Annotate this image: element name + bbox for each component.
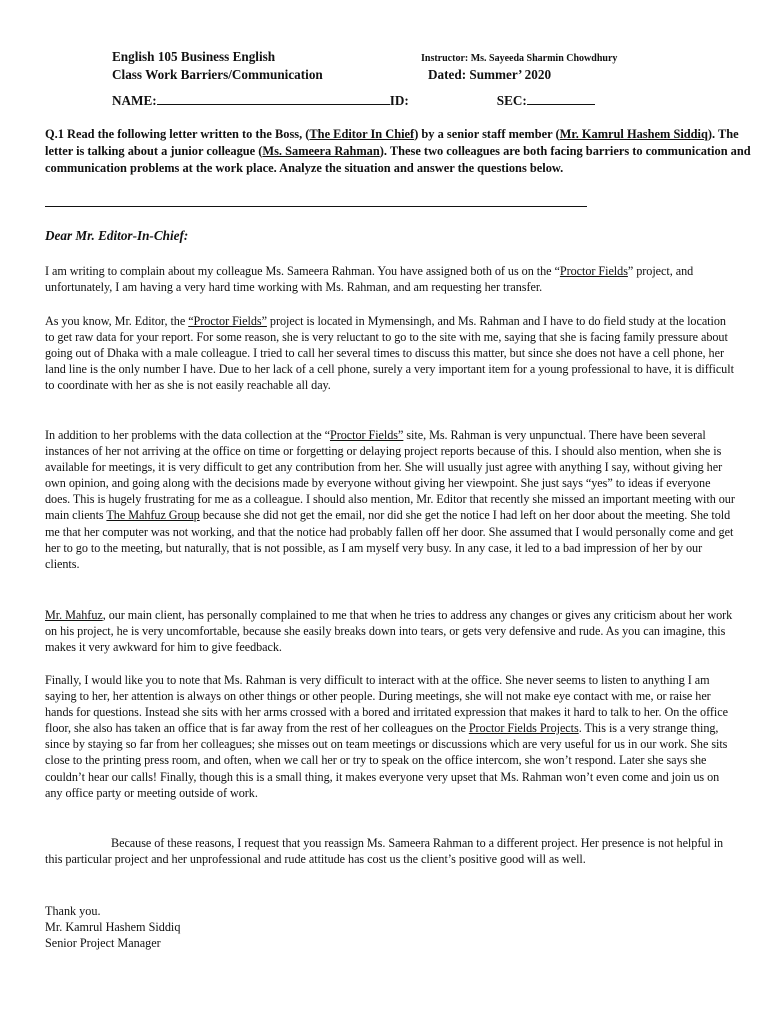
name-blank (157, 92, 390, 105)
paragraph-text: , our main client, has personally complained to me that when he tries to address any changes or gives any criticism about her work on his project, he is very uncomfortable, because she easily breaks down into tears, or gets very defensive and rude. As you can imagine, this makes it very awkward for him to give feedback. (45, 608, 733, 655)
boss-ref: The Editor In Chief (309, 127, 415, 141)
paragraph-text: Finally, I would like you to note that Ms. Rahman is very difficult to interact with at the office. She never seems to listen to anything I am saying to her, her attention is always on other things or other people. During meetings, she will not make eye contact with me, or raise her hands for questions. Instead she sits with her arms crossed with a bored and irritated expression that makes it hard to talk to her. On the office floor, she also has taken an office that is far away from the rest of her colleagues on the (45, 673, 728, 736)
letter-salutation: Dear Mr. Editor-In-Chief: (45, 228, 189, 243)
question-prompt (45, 126, 765, 177)
paragraph-text: . This is a very strange thing, since by staying so far from her colleagues; she misses out on team meetings or discussions which are very useful for us in our work. She sits close to the printing press room, and often, when we call her or try to speak on the office intercom, she won’t respond. Later she says she couldn’t hear our calls! Finally, though this is a small thing, it makes everyone very upset that Ms. Rahman won’t even come and join us on any office party or meeting outside of work. (45, 721, 728, 800)
senior-ref: Mr. Kamrul Hashem Siddiq (559, 127, 708, 141)
signer-name: Mr. Kamrul Hashem Siddiq (45, 920, 181, 935)
paragraph-text: As you know, Mr. Editor, the (45, 314, 189, 328)
signer-title: Senior Project Manager (45, 936, 161, 951)
question-text: ). These two colleagues are both facing barriers to communication and communication problems at the work place. Analyze the situation and answer the questions below. (45, 144, 751, 175)
class-work-topic: Class Work Barriers/Communication (112, 67, 323, 82)
question-text: Q.1 Read the following letter written to the Boss, ( (45, 127, 310, 141)
letter-paragraph-4 (45, 607, 735, 655)
id-label: ID: (389, 93, 409, 108)
student-info-row (112, 92, 595, 109)
paragraph-text: site, Ms. Rahman is very unpunctual. There have been several instances of her not arriving at the office on time or forgetting or delaying project reports because of this. I should also mention, when she is available for meetings, it is very difficult to get any contribution from her. She will usually just agree with anything I say, without giving her own opinion, and going along with the decisions made by everyone without giving her viewpoint. She just says “yes” to ideas if everyone does. This is hugely frustrating for me as a colleague. I should also mention, Mr. Editor that recently she missed an important meeting with our main clients (45, 428, 735, 523)
client-name: The Mahfuz Group (106, 508, 200, 523)
client-name: Mr. Mahfuz (45, 608, 103, 622)
paragraph-text: project is located in Mymensingh, and Ms. Rahman and I have to do field study at the location to get raw data for your report. For some reason, she is very reluctant to go to the site with me, saying that she is facing family pressure about going out of Dhaka with a male colleague. I tried to call her several times to discuss this matter, but since she does not have a cell phone, her land line is the only number I have. Due to her lack of a cell phone, surely a very important item for a young professional to have, it is difficult to coordinate with her as she is not easily reachable all day. (45, 314, 734, 393)
instructor-name: Instructor: Ms. Sayeeda Sharmin Chowdhury (421, 53, 618, 64)
divider-line (45, 206, 587, 207)
project-name: Proctor Fields Projects (468, 721, 579, 736)
project-name: “Proctor Fields” (188, 314, 267, 328)
letter-paragraph-2 (45, 313, 735, 393)
paragraph-text: ” project, and unfortunately, I am having a very hard time working with Ms. Rahman, and am requesting her transfer. (45, 264, 694, 295)
letter-paragraph-1 (45, 263, 735, 295)
question-text: ) by a senior staff member ( (414, 127, 560, 141)
paragraph-text: In addition to her problems with the data collection at the “ (45, 428, 330, 442)
project-name: Proctor Fields” (329, 428, 404, 442)
date-line: Dated: Summer’ 2020 (428, 67, 552, 82)
letter-signature (45, 903, 180, 951)
question-text: ). The letter is talking about a junior colleague ( (45, 127, 739, 158)
paragraph-text: I am writing to complain about my colleague Ms. Sameera Rahman. You have assigned both of us on the “ (45, 264, 560, 278)
sec-label: SEC: (496, 93, 527, 108)
sec-blank (527, 92, 595, 105)
junior-ref: Ms. Sameera Rahman (262, 144, 380, 158)
course-title: English 105 Business English (112, 49, 276, 64)
closing-line: Thank you. (45, 904, 101, 918)
letter-paragraph-5 (45, 672, 735, 801)
letter-paragraph-3 (45, 427, 735, 572)
paragraph-text: because she did not get the email, nor did she get the notice I had left on her door about the meeting. She told me that her computer was not working, and that the notice had probably fallen off her door. She assumed that I would personally come and get her to go to the meeting, but naturally, that is not possible, as I am myself very busy. In any case, it led to a bad impression of her by our clients. (45, 508, 734, 571)
letter-paragraph-6: Because of these reasons, I request that you reassign Ms. Sameera Rahman to a different project. Her presence is not helpful in this particular project and her unprofessional and rude attitude has cost us the client’s positive good will as well. (45, 836, 724, 867)
name-label: NAME: (112, 93, 157, 108)
project-name: Proctor Fields (559, 264, 628, 278)
